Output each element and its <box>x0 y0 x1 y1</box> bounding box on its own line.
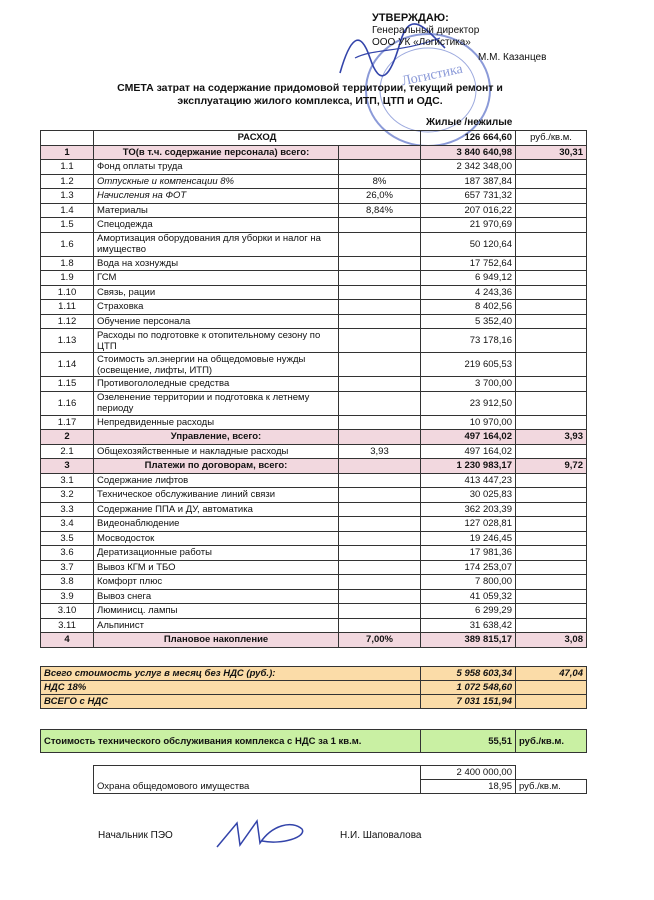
total-label: Всего стоимость услуг в месяц без НДС (руб.): <box>41 667 421 681</box>
header-unit: руб./кв.м. <box>516 131 587 146</box>
row-percent <box>339 430 421 445</box>
row-percent <box>339 473 421 488</box>
row-percent: 7,00% <box>339 633 421 648</box>
row-description: Материалы <box>94 203 339 218</box>
row-rate <box>516 300 587 315</box>
cost-per-sqm-value: 55,51 <box>421 730 516 753</box>
row-amount: 41 059,32 <box>421 589 516 604</box>
row-number: 3.11 <box>41 618 94 633</box>
row-rate <box>516 560 587 575</box>
table-row <box>41 531 587 546</box>
row-rate <box>516 329 587 353</box>
row-amount: 3 700,00 <box>421 377 516 392</box>
row-description: Комфорт плюс <box>94 575 339 590</box>
row-number: 2.1 <box>41 444 94 459</box>
row-percent <box>339 589 421 604</box>
property-table <box>93 765 587 794</box>
row-percent <box>339 575 421 590</box>
table-row <box>41 271 587 286</box>
pe-head-signature <box>212 815 312 855</box>
row-number: 3 <box>41 459 94 474</box>
row-amount: 219 605,53 <box>421 353 516 377</box>
row-description: Управление, всего: <box>94 430 339 445</box>
row-amount: 17 752,64 <box>421 256 516 271</box>
approval-company: ООО УК «Логистика» <box>372 37 471 48</box>
row-description: Техническое обслуживание линий связи <box>94 488 339 503</box>
row-rate: 9,72 <box>516 459 587 474</box>
table-row <box>41 502 587 517</box>
row-amount: 5 352,40 <box>421 314 516 329</box>
row-percent <box>339 256 421 271</box>
row-amount: 30 025,83 <box>421 488 516 503</box>
footer-name: Н.И. Шаповалова <box>340 830 422 841</box>
row-rate <box>516 415 587 430</box>
total-amount: 5 958 603,34 <box>421 667 516 681</box>
row-percent <box>339 232 421 256</box>
row-amount: 497 164,02 <box>421 444 516 459</box>
table-row <box>41 575 587 590</box>
table-row <box>41 285 587 300</box>
row-rate: 3,08 <box>516 633 587 648</box>
row-percent <box>339 560 421 575</box>
table-row <box>41 546 587 561</box>
row-rate <box>516 589 587 604</box>
row-percent <box>339 145 421 160</box>
row-amount: 6 949,12 <box>421 271 516 286</box>
row-amount: 127 028,81 <box>421 517 516 532</box>
row-rate <box>516 285 587 300</box>
row-description: Противогололедные средства <box>94 377 339 392</box>
table-row <box>41 618 587 633</box>
section-row <box>41 430 587 445</box>
row-description: Видеонаблюдение <box>94 517 339 532</box>
row-percent: 8,84% <box>339 203 421 218</box>
table-header <box>41 131 587 146</box>
row-percent: 3,93 <box>339 444 421 459</box>
row-percent <box>339 329 421 353</box>
cost-per-sqm-label: Стоимость технического обслуживания комплекса с НДС за 1 кв.м. <box>41 730 421 753</box>
total-rate: 47,04 <box>516 667 587 681</box>
row-amount: 50 120,64 <box>421 232 516 256</box>
row-amount: 7 800,00 <box>421 575 516 590</box>
total-row <box>41 695 587 709</box>
row-amount: 21 970,69 <box>421 218 516 233</box>
row-amount: 174 253,07 <box>421 560 516 575</box>
row-amount: 23 912,50 <box>421 391 516 415</box>
row-amount: 207 016,22 <box>421 203 516 218</box>
row-percent <box>339 488 421 503</box>
row-percent <box>339 314 421 329</box>
table-row <box>41 560 587 575</box>
row-rate <box>516 232 587 256</box>
row-rate <box>516 502 587 517</box>
total-amount: 1 072 548,60 <box>421 681 516 695</box>
row-amount: 6 299,29 <box>421 604 516 619</box>
section-row <box>41 459 587 474</box>
row-number: 3.7 <box>41 560 94 575</box>
seal-text: Логистика <box>400 61 465 90</box>
row-description: Спецодежда <box>94 218 339 233</box>
table-row <box>41 604 587 619</box>
row-percent <box>339 271 421 286</box>
section-row <box>41 145 587 160</box>
table-row <box>41 473 587 488</box>
row-rate <box>516 353 587 377</box>
row-amount: 413 447,23 <box>421 473 516 488</box>
row-number: 1.13 <box>41 329 94 353</box>
document-title <box>60 82 560 108</box>
total-rate <box>516 695 587 709</box>
row-number: 1.14 <box>41 353 94 377</box>
property-unit: руб./кв.м. <box>516 780 587 794</box>
total-rate <box>516 681 587 695</box>
row-description: Содержание ППА и ДУ, автоматика <box>94 502 339 517</box>
row-percent: 26,0% <box>339 189 421 204</box>
row-description: ТО(в т.ч. содержание персонала) всего: <box>94 145 339 160</box>
row-description: Общехозяйственные и накладные расходы <box>94 444 339 459</box>
row-number: 3.2 <box>41 488 94 503</box>
row-rate <box>516 377 587 392</box>
row-amount: 17 981,36 <box>421 546 516 561</box>
row-percent <box>339 353 421 377</box>
table-row <box>41 329 587 353</box>
row-number: 3.8 <box>41 575 94 590</box>
table-row <box>41 391 587 415</box>
row-percent: 8% <box>339 174 421 189</box>
row-amount: 4 243,36 <box>421 285 516 300</box>
table-row <box>41 160 587 175</box>
estimate-table <box>40 130 587 648</box>
row-rate <box>516 256 587 271</box>
cost-per-sqm-row <box>41 730 587 753</box>
row-percent <box>339 300 421 315</box>
table-row <box>41 353 587 377</box>
property-top-value: 2 400 000,00 <box>421 766 516 780</box>
row-description: Платежи по договорам, всего: <box>94 459 339 474</box>
row-description: Связь, рации <box>94 285 339 300</box>
row-number: 1.1 <box>41 160 94 175</box>
cost-per-sqm-table <box>40 729 587 753</box>
row-description: Отпускные и компенсации 8% <box>94 174 339 189</box>
total-row <box>41 681 587 695</box>
row-amount: 1 230 983,17 <box>421 459 516 474</box>
row-rate <box>516 314 587 329</box>
header-label: РАСХОД <box>94 131 421 146</box>
row-number: 3.1 <box>41 473 94 488</box>
table-row <box>41 517 587 532</box>
row-description: Вывоз КГМ и ТБО <box>94 560 339 575</box>
row-description: Озеленение территории и подготовка к летнему периоду <box>94 391 339 415</box>
row-description: Расходы по подготовке к отопительному сезону по ЦТП <box>94 329 339 353</box>
row-number: 1.15 <box>41 377 94 392</box>
approval-block <box>372 12 547 63</box>
approval-name: М.М. Казанцев <box>478 52 547 63</box>
row-number: 1.4 <box>41 203 94 218</box>
totals-table <box>40 666 587 709</box>
property-top-row <box>94 766 587 780</box>
row-amount: 31 638,42 <box>421 618 516 633</box>
row-description: Вывоз снега <box>94 589 339 604</box>
cost-per-sqm-unit: руб./кв.м. <box>516 730 587 753</box>
total-amount: 7 031 151,94 <box>421 695 516 709</box>
row-number: 1.17 <box>41 415 94 430</box>
property-row <box>94 780 587 794</box>
row-percent <box>339 160 421 175</box>
row-percent <box>339 546 421 561</box>
title-line-1: СМЕТА затрат на содержание придомовой территории, текущий ремонт и <box>117 82 503 94</box>
row-rate <box>516 546 587 561</box>
row-amount: 10 970,00 <box>421 415 516 430</box>
row-number: 1.16 <box>41 391 94 415</box>
row-description: Вода на хознужды <box>94 256 339 271</box>
table-row <box>41 444 587 459</box>
row-number: 1.8 <box>41 256 94 271</box>
total-label: ВСЕГО с НДС <box>41 695 421 709</box>
row-rate <box>516 218 587 233</box>
row-number: 1.11 <box>41 300 94 315</box>
row-amount: 2 342 348,00 <box>421 160 516 175</box>
row-description: ГСМ <box>94 271 339 286</box>
row-percent <box>339 377 421 392</box>
row-description: Обучение персонала <box>94 314 339 329</box>
row-number: 3.9 <box>41 589 94 604</box>
row-rate <box>516 444 587 459</box>
row-number: 3.6 <box>41 546 94 561</box>
row-description: Начисления на ФОТ <box>94 189 339 204</box>
row-amount: 187 387,84 <box>421 174 516 189</box>
row-amount: 497 164,02 <box>421 430 516 445</box>
total-row <box>41 667 587 681</box>
row-number: 1 <box>41 145 94 160</box>
row-description: Непредвиденные расходы <box>94 415 339 430</box>
row-rate <box>516 160 587 175</box>
table-row <box>41 218 587 233</box>
table-row <box>41 189 587 204</box>
row-rate <box>516 488 587 503</box>
row-description: Альпинист <box>94 618 339 633</box>
row-number: 3.4 <box>41 517 94 532</box>
row-number: 1.12 <box>41 314 94 329</box>
row-number: 1.2 <box>41 174 94 189</box>
row-description: Люминисц. лампы <box>94 604 339 619</box>
row-percent <box>339 459 421 474</box>
row-amount: 657 731,32 <box>421 189 516 204</box>
row-percent <box>339 618 421 633</box>
row-rate <box>516 531 587 546</box>
row-amount: 362 203,39 <box>421 502 516 517</box>
row-rate <box>516 618 587 633</box>
row-number: 3.5 <box>41 531 94 546</box>
row-description: Страховка <box>94 300 339 315</box>
row-rate <box>516 604 587 619</box>
row-description: Плановое накопление <box>94 633 339 648</box>
row-description: Амортизация оборудования для уборки и налог на имущество <box>94 232 339 256</box>
row-rate <box>516 473 587 488</box>
row-amount: 19 246,45 <box>421 531 516 546</box>
row-rate <box>516 203 587 218</box>
row-percent <box>339 604 421 619</box>
table-row <box>41 232 587 256</box>
footer-position: Начальник ПЭО <box>98 830 173 841</box>
row-rate: 30,31 <box>516 145 587 160</box>
table-row <box>41 300 587 315</box>
row-percent <box>339 502 421 517</box>
row-number: 2 <box>41 430 94 445</box>
row-percent <box>339 415 421 430</box>
row-number: 1.9 <box>41 271 94 286</box>
row-rate <box>516 174 587 189</box>
table-row <box>41 415 587 430</box>
row-description: Дератизационные работы <box>94 546 339 561</box>
row-percent <box>339 517 421 532</box>
section-row <box>41 633 587 648</box>
table-row <box>41 488 587 503</box>
row-number: 3.3 <box>41 502 94 517</box>
header-area: 126 664,60 <box>421 131 516 146</box>
row-description: Фонд оплаты труда <box>94 160 339 175</box>
table-row <box>41 314 587 329</box>
row-percent <box>339 218 421 233</box>
row-number: 1.5 <box>41 218 94 233</box>
property-label: Охрана общедомового имущества <box>94 780 421 794</box>
row-rate <box>516 189 587 204</box>
row-number: 3.10 <box>41 604 94 619</box>
row-description: Стоимость эл.энергии на общедомовые нужды (освещение, лифты, ИТП) <box>94 353 339 377</box>
table-row <box>41 377 587 392</box>
table-row <box>41 174 587 189</box>
title-line-2: эксплуатацию жилого комплекса, ИТП, ЦТП и ОДС. <box>177 95 443 107</box>
table-row <box>41 256 587 271</box>
area-label: Жилые /нежилые <box>426 117 513 128</box>
row-description: Мосводосток <box>94 531 339 546</box>
approval-heading: УТВЕРЖДАЮ: <box>372 12 449 24</box>
table-row <box>41 589 587 604</box>
row-description: Содержание лифтов <box>94 473 339 488</box>
row-percent <box>339 531 421 546</box>
row-rate <box>516 575 587 590</box>
row-percent <box>339 391 421 415</box>
row-amount: 389 815,17 <box>421 633 516 648</box>
row-rate <box>516 271 587 286</box>
row-number: 1.10 <box>41 285 94 300</box>
row-number: 1.3 <box>41 189 94 204</box>
approval-position: Генеральный директор <box>372 24 480 36</box>
row-amount: 3 840 640,98 <box>421 145 516 160</box>
row-number: 1.6 <box>41 232 94 256</box>
row-rate: 3,93 <box>516 430 587 445</box>
total-label: НДС 18% <box>41 681 421 695</box>
row-rate <box>516 391 587 415</box>
row-amount: 73 178,16 <box>421 329 516 353</box>
row-percent <box>339 285 421 300</box>
row-rate <box>516 517 587 532</box>
table-row <box>41 203 587 218</box>
row-number: 4 <box>41 633 94 648</box>
row-amount: 8 402,56 <box>421 300 516 315</box>
property-value: 18,95 <box>421 780 516 794</box>
